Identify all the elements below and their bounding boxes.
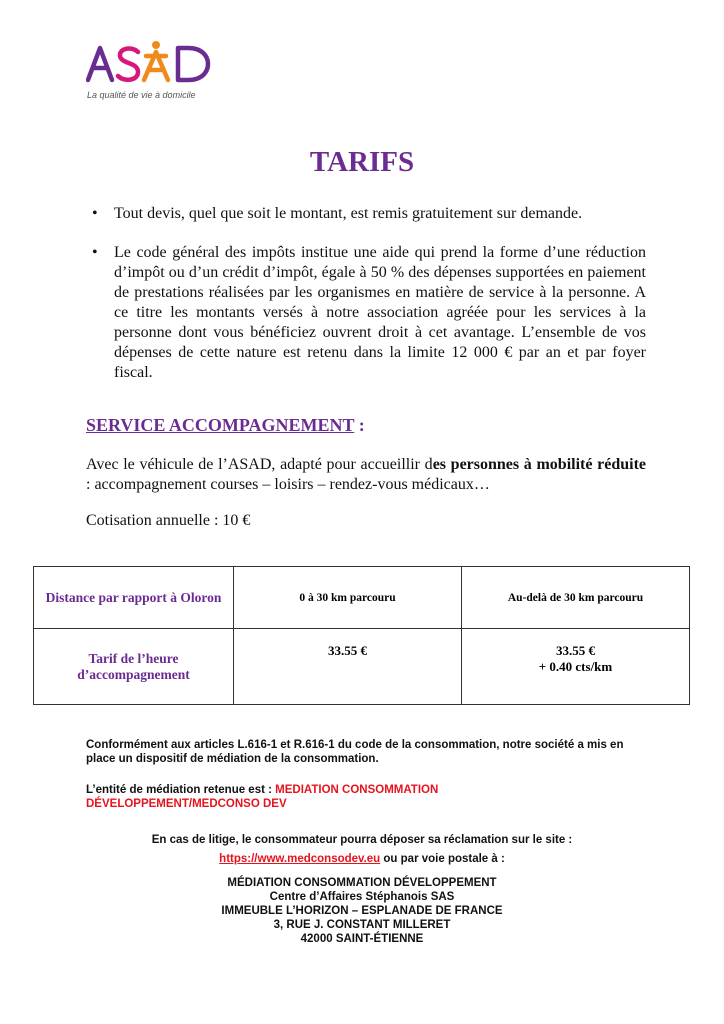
row-label-line1: Tarif de l’heure <box>88 650 179 666</box>
table-header-row <box>34 567 690 629</box>
entite-name-line2: DÉVELOPPEMENT/MEDCONSO DEV <box>86 798 287 810</box>
service-text-after: : accompagnement courses – loisirs – rendez-vous médicaux… <box>86 476 490 493</box>
logo-tagline: La qualité de vie à domicile <box>87 90 196 100</box>
legal-conformite: Conformément aux articles L.616-1 et R.616-1 du code de la consommation, notre société a mis en place un dispositif de médiation de la consommation. <box>86 739 624 765</box>
logo-figure-head <box>152 41 160 49</box>
logo-letter-d <box>178 48 208 80</box>
table-row <box>34 629 690 705</box>
header-distance: Distance par rapport à Oloron <box>34 567 234 629</box>
logo-letter-a1 <box>88 48 112 80</box>
row-label-line2: d’accompagnement <box>77 666 190 682</box>
service-heading-text: SERVICE ACCOMPAGNEMENT <box>86 415 355 435</box>
service-description <box>86 455 646 495</box>
medconsodev-link[interactable]: https://www.medconsodev.eu <box>219 853 381 865</box>
address-line: IMMEUBLE L’HORIZON – ESPLANADE DE FRANCE <box>221 905 503 917</box>
url-suffix: ou par voie postale à : <box>380 853 505 865</box>
legal-litige: En cas de litige, le consommateur pourra déposer sa réclamation sur le site : <box>151 834 573 846</box>
service-heading-suffix: : <box>354 415 365 435</box>
service-text-before: Avec le véhicule de l’ASAD, adapté pour accueillir d <box>86 456 433 473</box>
mediation-address <box>0 876 724 946</box>
tarif-table <box>33 566 690 705</box>
logo-letter-s <box>118 49 138 80</box>
page-title: TARIFS <box>309 146 415 178</box>
price-0-30-km: 33.55 € <box>234 629 462 705</box>
cotisation-annuelle: Cotisation annuelle : 10 € <box>86 512 251 529</box>
price-over-30-km <box>462 629 690 705</box>
price-over-30-line2: + 0.40 cts/km <box>538 659 613 674</box>
header-over-30-km: Au-delà de 30 km parcouru <box>462 567 690 629</box>
info-bullet-list <box>86 204 646 383</box>
header-0-30-km: 0 à 30 km parcouru <box>234 567 462 629</box>
row-label <box>34 629 234 705</box>
service-text-bold: es personnes à mobilité réduite <box>432 456 647 473</box>
entite-name-line1: MEDIATION CONSOMMATION <box>275 784 439 796</box>
address-line: 42000 SAINT-ÉTIENNE <box>300 933 424 945</box>
address-line: 3, RUE J. CONSTANT MILLERET <box>273 919 451 931</box>
legal-entite <box>86 783 646 811</box>
bullet-devis: • Tout devis, quel que soit le montant, est remis gratuitement sur demande. <box>86 204 646 224</box>
address-line: MÉDIATION CONSOMMATION DÉVELOPPEMENT <box>227 877 497 889</box>
bullet-reduction-impot: • Le code général des impôts institue une aide qui prend la forme d’une réduction d’impôt ou d’un crédit d’impôt, égale à 50 % des dépenses supportées en paiement de prestations réalisées par les organismes en matière de service à la personne. A ce titre les montants versés à notre association agréée pour les services à la personne dont vous bénéficiez ouvrent droit à cet avantage. L’ensemble de vos dépenses de cette nature est retenu dans la limite 12 000 € par an et par foyer fiscal. <box>86 243 646 383</box>
price-over-30-line1: 33.55 € <box>556 643 595 658</box>
address-line: Centre d’Affaires Stéphanois SAS <box>269 891 455 903</box>
entite-label: L’entité de médiation retenue est : <box>86 784 276 796</box>
service-heading <box>86 415 365 436</box>
logo-letter-a2 <box>144 52 168 80</box>
legal-url-line <box>0 852 724 866</box>
